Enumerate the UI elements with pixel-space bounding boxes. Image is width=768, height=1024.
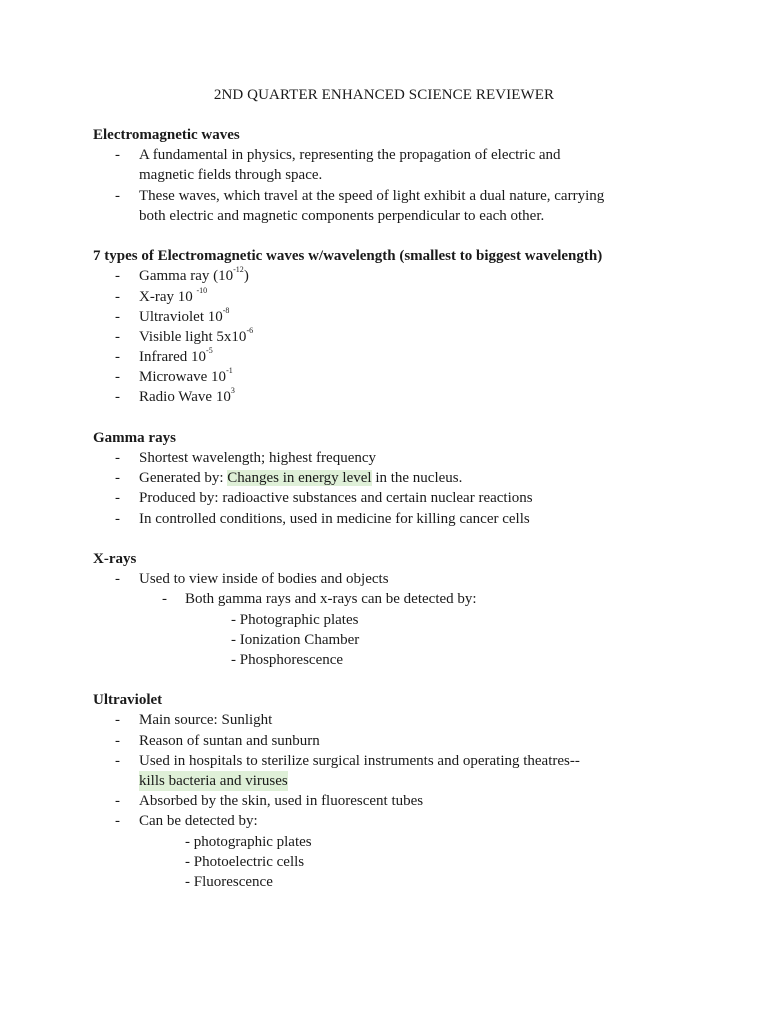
- bullet-item: [93, 448, 693, 468]
- section-heading-x-rays: X-rays: [93, 550, 137, 567]
- em-type-name: X-ray 10: [139, 288, 197, 305]
- em-type-text: [139, 266, 249, 286]
- bullet-item: [93, 710, 693, 730]
- text-suffix: in the nucleus.: [371, 470, 463, 487]
- bullet-dash: -: [115, 328, 120, 345]
- bullet-dash: -: [115, 712, 120, 729]
- em-type-text: [139, 387, 235, 407]
- em-type-item: [93, 387, 693, 407]
- em-type-text: [139, 367, 233, 387]
- document-body: [93, 125, 693, 892]
- wavelength-exponent: -10: [196, 285, 208, 295]
- bullet-item: [93, 468, 693, 488]
- bullet-dash: -: [115, 752, 120, 769]
- em-type-name: Gamma ray (10: [139, 268, 234, 285]
- bullet-dash: -: [115, 349, 120, 366]
- bullet-text: Main source: Sunlight: [139, 712, 273, 729]
- bullet-dash: -: [115, 288, 120, 305]
- section-heading-gamma-rays: Gamma rays: [93, 429, 176, 446]
- detection-text: - Fluorescence: [185, 873, 273, 890]
- em-type-name: Ultraviolet 10: [139, 308, 223, 325]
- detection-text: - Photoelectric cells: [185, 853, 305, 870]
- bullet-text: Produced by: radioactive substances and certain nuclear reactions: [139, 490, 533, 507]
- em-type-name: Visible light 5x10: [139, 328, 247, 345]
- bullet-item: [93, 751, 693, 771]
- bullet-text: Used to view inside of bodies and objects: [139, 571, 389, 588]
- detection-item: [93, 872, 693, 892]
- bullet-text: Reason of suntan and sunburn: [139, 732, 320, 749]
- spacer: [93, 408, 693, 428]
- bullet-text: Shortest wavelength; highest frequency: [139, 450, 377, 466]
- detection-text: - Ionization Chamber: [231, 631, 360, 648]
- sub-bullet-dash: -: [162, 591, 167, 608]
- wavelength-exponent: -8: [222, 305, 230, 315]
- wavelength-exponent: -1: [226, 366, 233, 376]
- wavelength-exponent: 3: [230, 386, 235, 396]
- spacer: [93, 529, 693, 549]
- bullet-dash: -: [115, 813, 120, 830]
- em-type-item: [93, 327, 693, 347]
- bullet-dash: -: [115, 389, 120, 406]
- detection-item: [93, 610, 693, 630]
- em-type-item: [93, 367, 693, 387]
- bullet-dash: -: [115, 510, 120, 527]
- bullet-item: [93, 791, 693, 811]
- detection-text: - photographic plates: [185, 833, 312, 850]
- em-type-item: [93, 307, 693, 327]
- sub-bullet-item: [93, 589, 693, 609]
- bullet-dash: -: [115, 369, 120, 386]
- bullet-text: These waves, which travel at the speed of light exhibit a dual nature, carrying: [139, 187, 605, 204]
- em-type-text: [139, 307, 229, 327]
- wavelength-exponent: -12: [233, 265, 244, 275]
- bullet-item: [93, 145, 693, 165]
- section-heading-electromagnetic-waves: Electromagnetic waves: [93, 127, 240, 143]
- bullet-dash: -: [115, 490, 120, 507]
- em-type-name: Radio Wave 10: [139, 389, 231, 406]
- em-type-name: Microwave 10: [139, 369, 227, 386]
- bullet-dash: -: [115, 450, 120, 466]
- spacer: [93, 226, 693, 246]
- bullet-item: [93, 569, 693, 589]
- bullet-text: Used in hospitals to sterilize surgical instruments and operating theatres--: [139, 752, 580, 769]
- bullet-dash: -: [115, 308, 120, 325]
- bullet-text: Absorbed by the skin, used in fluorescent tubes: [139, 793, 424, 810]
- bullet-continuation: [93, 206, 693, 226]
- highlighted-text: kills bacteria and viruses: [139, 771, 288, 791]
- em-type-item: [93, 347, 693, 367]
- sub-bullet-text: Both gamma rays and x-rays can be detected by:: [185, 591, 477, 608]
- em-types-list: [93, 266, 693, 407]
- em-type-name: Infrared 10: [139, 349, 207, 366]
- bullet-dash: -: [115, 187, 120, 204]
- em-type-text: [139, 327, 253, 347]
- em-type-text: [139, 287, 207, 307]
- bullet-text: A fundamental in physics, representing the propagation of electric and: [139, 147, 561, 164]
- bullet-item: [93, 488, 693, 508]
- section-heading-ultraviolet: Ultraviolet: [93, 692, 163, 709]
- em-type-item: [93, 287, 693, 307]
- section-heading-em-types: 7 types of Electromagnetic waves w/wavelength (smallest to biggest wavelength): [93, 248, 603, 265]
- bullet-text: magnetic fields through space.: [139, 167, 323, 184]
- em-type-text: [139, 347, 213, 367]
- detection-text: - Photographic plates: [231, 611, 359, 628]
- bullet-dash: -: [115, 147, 120, 164]
- bullet-item: [93, 186, 693, 206]
- bullet-text: Can be detected by:: [139, 813, 258, 830]
- page-title: 2ND QUARTER ENHANCED SCIENCE REVIEWER: [213, 87, 555, 103]
- bullet-continuation: [93, 165, 693, 185]
- detection-item: [93, 832, 693, 852]
- bullet-item: [93, 731, 693, 751]
- bullet-item: [93, 811, 693, 831]
- bullet-text: [139, 468, 462, 488]
- wavelength-exponent: -6: [246, 325, 254, 335]
- detection-item: [93, 852, 693, 872]
- em-type-suffix: ): [243, 268, 249, 285]
- highlighted-text: Changes in energy level: [227, 470, 372, 487]
- em-type-item: [93, 266, 693, 286]
- bullet-item: [93, 509, 693, 529]
- text-prefix: Generated by:: [139, 470, 228, 487]
- bullet-dash: -: [115, 793, 120, 810]
- bullet-dash: -: [115, 470, 120, 487]
- detection-item: [93, 650, 693, 670]
- wavelength-exponent: -5: [206, 346, 213, 356]
- spacer: [93, 670, 693, 690]
- bullet-dash: -: [115, 732, 120, 749]
- detection-text: - Phosphorescence: [231, 651, 344, 668]
- bullet-dash: -: [115, 571, 120, 588]
- bullet-continuation: [93, 771, 693, 791]
- detection-item: [93, 630, 693, 650]
- bullet-text: both electric and magnetic components perpendicular to each other.: [139, 207, 545, 224]
- bullet-dash: -: [115, 268, 120, 285]
- bullet-text: In controlled conditions, used in medicine for killing cancer cells: [139, 510, 530, 527]
